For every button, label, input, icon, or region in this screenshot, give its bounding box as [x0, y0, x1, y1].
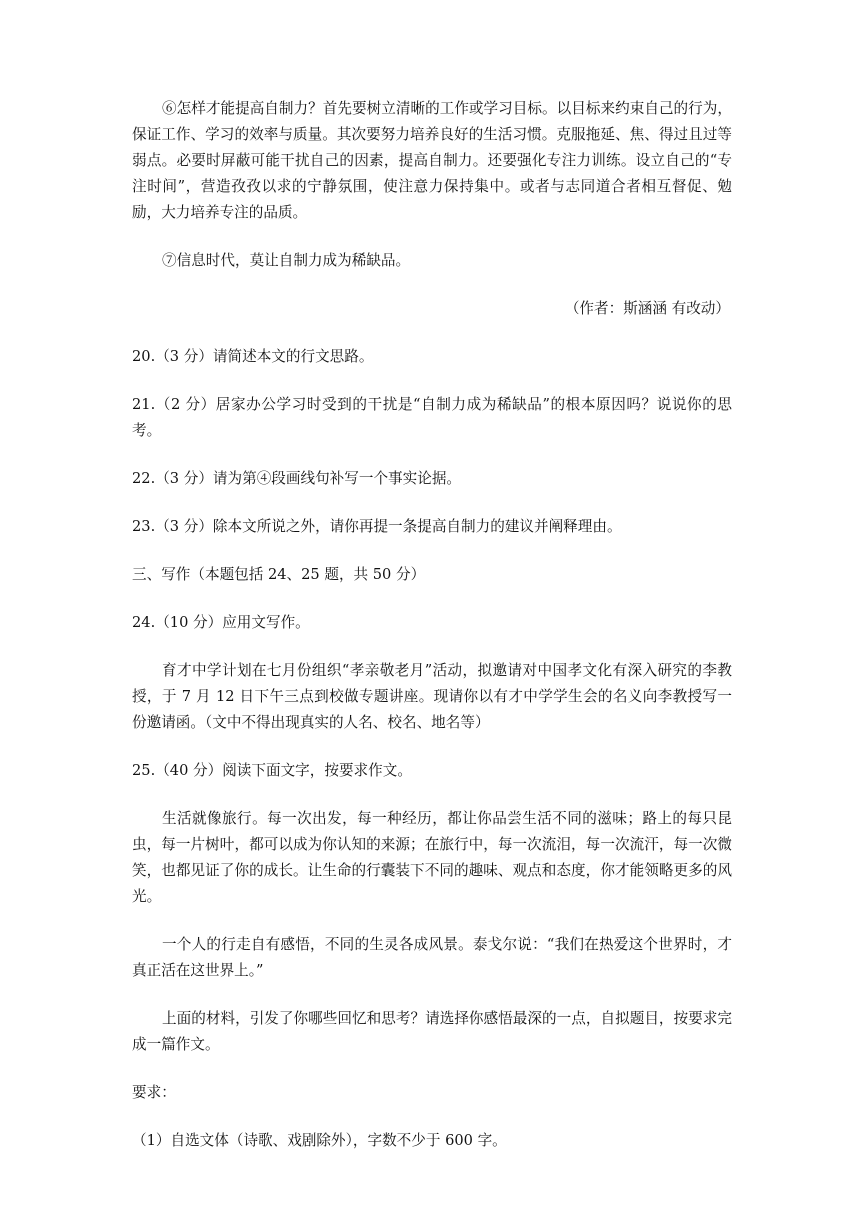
- question-23: 23.（3 分）除本文所说之外，请你再提一条提高自制力的建议并阐释理由。: [132, 518, 622, 535]
- paragraph-7: ⑦信息时代，莫让自制力成为稀缺品。: [162, 252, 411, 269]
- question-20: 20.（3 分）请简述本文的行文思路。: [132, 348, 374, 365]
- question-25-instructions: 上面的材料，引发了你哪些回忆和思考？请选择你感悟最深的一点，自拟题目，按要求完成一篇作文。: [132, 1010, 732, 1053]
- section-3-heading: 三、写作（本题包括 24、25 题，共 50 分）: [132, 566, 426, 583]
- paragraph-6: ⑥怎样才能提高自制力？首先要树立清晰的工作或学习目标。以目标来约束自己的行为，保证工作、学习的效率与质量。其次要努力培养良好的生活习惯。克服拖延、焦、得过且过等弱点。必要时屏蔽可能干扰自己的因素，提高自制力。还要强化专注力训练。设立自己的“专注时间”，营造孜孜以求的宁静氛围，使注意力保持集中。或者与志同道合者相互督促、勉励，大力培养专注的品质。: [132, 100, 732, 221]
- question-24: 24.（10 分）应用文写作。: [132, 614, 310, 631]
- question-25: 25.（40 分）阅读下面文字，按要求作文。: [132, 762, 412, 779]
- question-24-prompt: 育才中学计划在七月份组织“孝亲敬老月”活动，拟邀请对中国孝文化有深入研究的李教授，于 7 月 12 日下午三点到校做专题讲座。现请你以有才中学学生会的名义向李教授写一份邀请函。（文中不得出现真实的人名、校名、地名等）: [132, 662, 732, 731]
- question-22: 22.（3 分）请为第④段画线句补写一个事实论据。: [132, 470, 462, 487]
- requirements-label: 要求：: [132, 1084, 176, 1101]
- requirement-1: （1）自选文体（诗歌、戏剧除外），字数不少于 600 字。: [132, 1132, 507, 1149]
- question-25-material-1: 生活就像旅行。每一次出发，每一种经历，都让你品尝生活不同的滋味；路上的每只昆虫，每一片树叶，都可以成为你认知的来源；在旅行中，每一次流泪，每一次流汗，每一次微笑，也都见证了你的成长。让生命的行囊装下不同的趣味、观点和态度，你才能领略更多的风光。: [132, 810, 732, 905]
- document-page: [132, 96, 732, 1154]
- question-21: 21.（2 分）居家办公学习时受到的干扰是“自制力成为稀缺品”的根本原因吗？说说你的思考。: [132, 396, 732, 439]
- question-25-material-2: 一个人的行走自有感悟，不同的生灵各成风景。泰戈尔说：“我们在热爱这个世界时，才真正活在这世界上。”: [132, 936, 732, 979]
- author-attribution: （作者：斯涵涵 有改动）: [564, 300, 730, 317]
